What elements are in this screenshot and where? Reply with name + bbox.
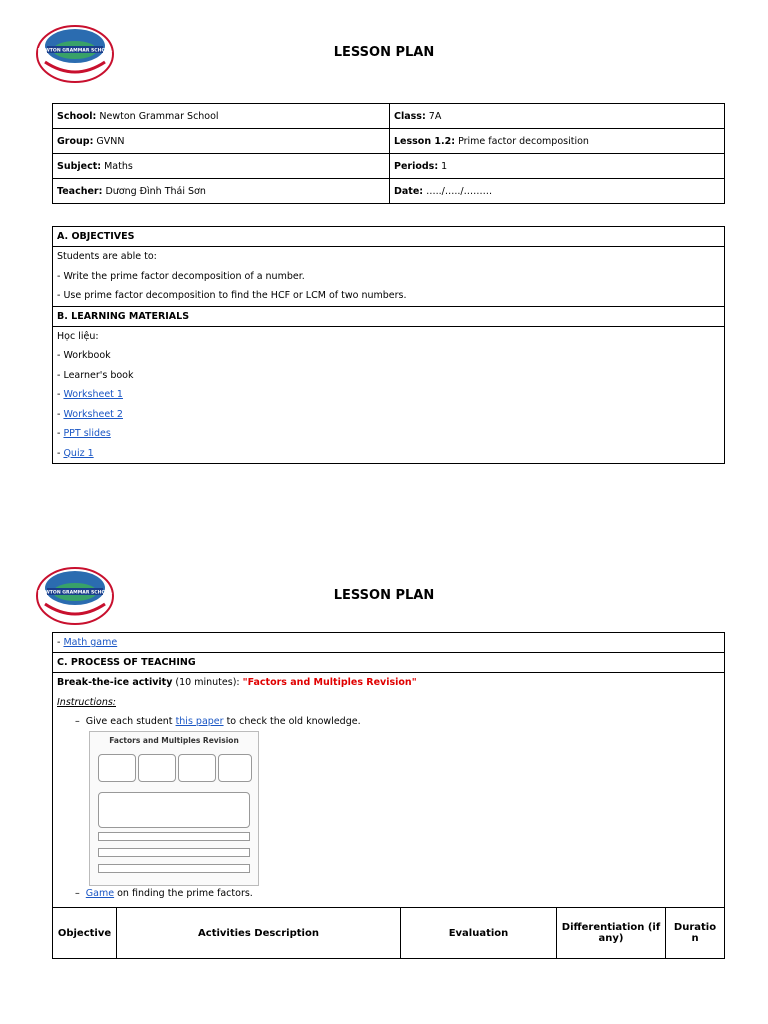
- material-workbook: - Workbook: [57, 350, 111, 361]
- page-title: LESSON PLAN: [333, 45, 435, 60]
- col-evaluation: Evaluation: [401, 908, 557, 959]
- game-link[interactable]: Game: [85, 887, 115, 899]
- breakice-line: Break-the-ice activity (10 minutes): "Factors and Multiples Revision": [57, 677, 417, 688]
- process-heading: C. PROCESS OF TEACHING: [53, 653, 725, 673]
- school-cell: School: Newton Grammar School: [53, 104, 390, 129]
- instruction-game: – Game on finding the prime factors.: [75, 887, 253, 899]
- worksheet2-link[interactable]: Worksheet 2: [63, 408, 123, 420]
- activities-header-table: [52, 907, 725, 959]
- material-quiz: - Quiz 1: [57, 447, 94, 459]
- col-activities: Activities Description: [117, 908, 401, 959]
- breakice-activity-name: Factors and Multiples Revision: [247, 677, 412, 688]
- subject-cell: Subject: Maths: [53, 154, 390, 179]
- objective-item: - Write the prime factor decomposition of a number.: [57, 270, 305, 282]
- instructions-label: Instructions:: [57, 696, 116, 708]
- lesson-cell: Lesson 1.2: Prime factor decomposition: [390, 129, 725, 154]
- instruction-give-paper: – Give each student this paper to check the old knowledge.: [75, 716, 361, 727]
- ppt-slides-link[interactable]: PPT slides: [63, 428, 111, 439]
- this-paper-link[interactable]: this paper: [175, 716, 224, 727]
- worksheet-thumbnail: [89, 731, 259, 886]
- page-title: LESSON PLAN: [333, 588, 435, 603]
- math-game-cell: - Math game: [53, 633, 725, 653]
- objective-item: - Use prime factor decomposition to find the HCF or LCM of two numbers.: [57, 290, 407, 301]
- group-cell: Group: GVNN: [53, 129, 390, 154]
- col-objective: Objective: [53, 908, 117, 959]
- lesson-info-table: [52, 103, 725, 204]
- material-ppt: - PPT slides: [57, 428, 111, 439]
- material-learners-book: - Learner's book: [57, 369, 134, 381]
- materials-heading: B. LEARNING MATERIALS: [53, 306, 725, 326]
- materials-intro: Học liệu:: [57, 330, 99, 342]
- objectives-heading: A. OBJECTIVES: [53, 227, 725, 247]
- logo-text: NEWTON GRAMMAR SCHOOL: [37, 590, 113, 596]
- quiz1-link[interactable]: Quiz 1: [63, 447, 94, 459]
- date-cell: Date: …../…../………: [390, 179, 725, 204]
- material-worksheet1: - Worksheet 1: [57, 389, 123, 400]
- math-game-link[interactable]: Math game: [63, 637, 118, 648]
- periods-cell: Periods: 1: [390, 154, 725, 179]
- objectives-materials-table: [52, 226, 725, 464]
- teacher-cell: Teacher: Dương Đình Thái Sơn: [53, 179, 390, 204]
- col-differentiation: Differentiation (if any): [557, 908, 666, 959]
- objectives-intro: Students are able to:: [57, 251, 157, 262]
- worksheet1-link[interactable]: Worksheet 1: [63, 389, 123, 400]
- class-cell: Class: 7A: [390, 104, 725, 129]
- worksheet-title: Factors and Multiples Revision: [109, 736, 239, 745]
- material-worksheet2: - Worksheet 2: [57, 408, 123, 420]
- col-duration: Duratio n: [666, 908, 725, 959]
- logo-text: NEWTON GRAMMAR SCHOOL: [37, 48, 113, 54]
